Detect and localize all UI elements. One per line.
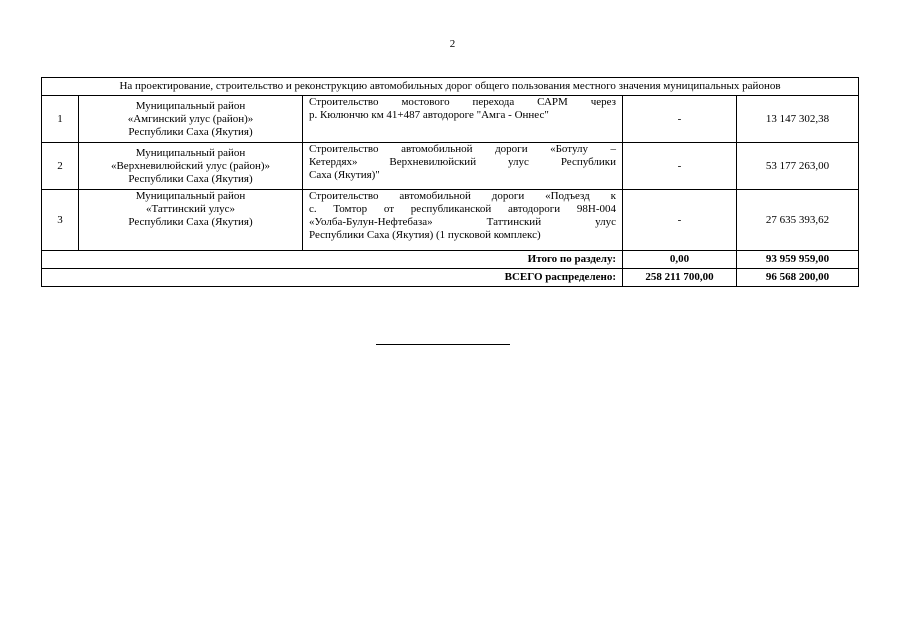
district-line: Республики Саха (Якутия) [128, 172, 253, 185]
district-cell [79, 96, 303, 143]
grand-total-amount: 96 568 200,00 [737, 269, 859, 287]
project-line: Строительство мостового перехода САРМ через [309, 96, 616, 108]
project-line: Кетердях» Верхневилюйский улус Республики [309, 156, 616, 168]
allocation-table [41, 77, 859, 287]
table-row [42, 96, 859, 143]
row-number: 2 [42, 143, 79, 190]
district-line: Республики Саха (Якутия) [128, 125, 253, 138]
district-cell [79, 190, 303, 251]
amount-cell: 13 147 302,38 [737, 96, 859, 143]
section-total-previous: 0,00 [623, 251, 737, 269]
amount-cell: 27 635 393,62 [737, 190, 859, 251]
district-line: Муниципальный район [135, 146, 246, 159]
previous-amount-cell: - [623, 143, 737, 190]
section-total-row [42, 251, 859, 269]
row-number: 1 [42, 96, 79, 143]
project-line: Саха (Якутия)" [309, 169, 380, 181]
district-line: «Таттинский улус» [145, 203, 236, 215]
project-line: «Уолба-Булун-Нефтебаза» Таттинский улус [309, 216, 616, 228]
project-cell [303, 96, 623, 143]
project-cell [303, 190, 623, 251]
project-line: Строительство автомобильной дороги «Подъезд к [309, 190, 616, 202]
district-line: Муниципальный район [135, 190, 246, 202]
table-row [42, 143, 859, 190]
previous-amount-cell: - [623, 96, 737, 143]
section-header-row [42, 78, 859, 96]
section-total-amount: 93 959 959,00 [737, 251, 859, 269]
district-line: Муниципальный район [135, 99, 246, 112]
project-line: Республики Саха (Якутия) (1 пусковой комплекс) [309, 229, 541, 241]
district-cell [79, 143, 303, 190]
page-number: 2 [449, 38, 456, 50]
end-of-document-rule [376, 344, 510, 345]
previous-amount-cell: - [623, 190, 737, 251]
district-line: «Амгинский улус (район)» [127, 112, 254, 125]
amount-cell: 53 177 263,00 [737, 143, 859, 190]
project-line: с. Томтор от республиканской автодороги 98Н-004 [309, 203, 616, 215]
section-title: На проектирование, строительство и реконструкцию автомобильных дорог общего пользования местного значения муниципальных районов [42, 78, 859, 96]
grand-total-row [42, 269, 859, 287]
row-number: 3 [42, 190, 79, 251]
district-line: Республики Саха (Якутия) [128, 216, 253, 228]
grand-total-previous: 258 211 700,00 [623, 269, 737, 287]
project-cell [303, 143, 623, 190]
grand-total-label: ВСЕГО распределено: [42, 269, 623, 287]
table-row [42, 190, 859, 251]
project-line: р. Кюлюнчю км 41+487 автодороге "Амга - Оннес" [309, 109, 549, 121]
project-line: Строительство автомобильной дороги «Ботулу – [309, 143, 616, 155]
district-line: «Верхневилюйский улус (район)» [110, 159, 271, 172]
section-total-label: Итого по разделу: [42, 251, 623, 269]
